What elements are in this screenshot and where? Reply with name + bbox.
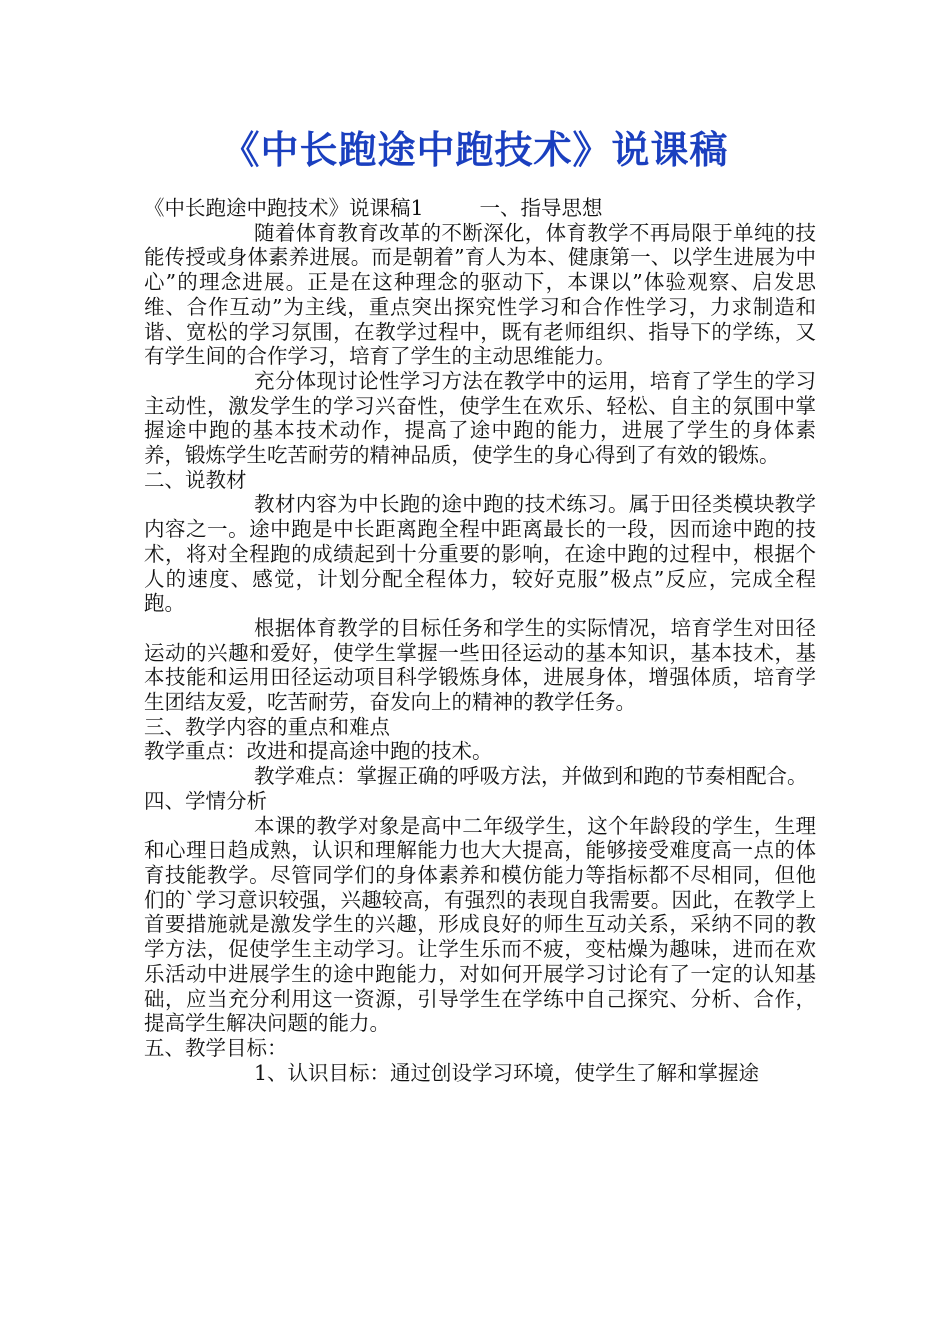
goal-1-text: 1、认识目标：通过创设学习环境，使学生了解和掌握途 [254,1060,760,1085]
paragraph-5: 本课的教学对象是高中二年级学生，这个年龄段的学生，生理和心理日趋成熟，认识和理解能力也大大提高，能够接受难度高一点的体育技能教学。尽管同学们的身体素养和模仿能力等指标都不尽相同，但他们的`学习意识较强，兴趣较高，有强烈的表现自我需要。因此，在教学上首要措施就是激发学生的兴趣，形成良好的师生互动关系，采纳不同的教学方法，促使学生主动学习。让学生乐而不疲，变枯燥为趣味，进而在欢乐活动中进展学生的途中跑能力，对如何开展学习讨论有了一定的认知基础，应当充分利用这一资源，引导学生在学练中自己探究、分析、合作，提高学生解决问题的能力。 [144,813,816,1036]
document-title: 《中长跑途中跑技术》说课稿 [221,128,729,172]
section-heading-textbook: 二、说教材 [144,467,247,492]
difficulty-text: 教学难点：掌握正确的呼吸方法，并做到和跑的节奏相配合。 [254,764,808,789]
section-heading-goals: 五、教学目标： [144,1035,288,1060]
intro-line [144,196,816,221]
key-point-text: 教学重点：改进和提高途中跑的技术。 [144,739,493,764]
paragraph-2: 充分体现讨论性学习方法在教学中的运用，培育了学生的学习主动性，激发学生的学习兴奋性，使学生在欢乐、轻松、自主的氛围中掌握途中跑的基本技术动作，提高了途中跑的能力，进展了学生的身体素养，锻炼学生吃苦耐劳的精神品质，使学生的身心得到了有效的锻炼。 [144,368,816,468]
paragraph-4: 根据体育教学的目标任务和学生的实际情况，培育学生对田径运动的兴趣和爱好，使学生掌握一些田径运动的基本知识，基本技术，基本技能和运用田径运动项目科学锻炼身体，进展身体，增强体质，培育学生团结友爱，吃苦耐劳，奋发向上的精神的教学任务。 [144,615,816,715]
section-heading-guiding-thought: 一、指导思想 [479,196,603,220]
intro-subtitle: 《中长跑途中跑技术》说课稿1 [144,196,424,220]
paragraph-1: 随着体育教育改革的不断深化，体育教学不再局限于单纯的技能传授或身体素养进展。而是朝着”育人为本、健康第一、以学生进展为中心”的理念进展。正是在这种理念的驱动下，本课以”体验观察、启发思维、合作互动”为主线，重点突出探究性学习和合作性学习，力求制造和谐、宽松的学习氛围，在教学过程中，既有老师组织、指导下的学练，又有学生间的合作学习，培育了学生的主动思维能力。 [144,220,816,369]
section-heading-student-analysis: 四、学情分析 [144,788,267,813]
section-heading-key-points: 三、教学内容的重点和难点 [144,714,390,739]
paragraph-3: 教材内容为中长跑的途中跑的技术练习。属于田径类模块教学内容之一。途中跑是中长距离跑全程中距离最长的一段，因而途中跑的技术，将对全程跑的成绩起到十分重要的影响，在途中跑的过程中，根据个人的速度、感觉，计划分配全程体力，较好克服”极点”反应，完成全程跑。 [144,492,816,616]
document-body [144,196,816,1085]
